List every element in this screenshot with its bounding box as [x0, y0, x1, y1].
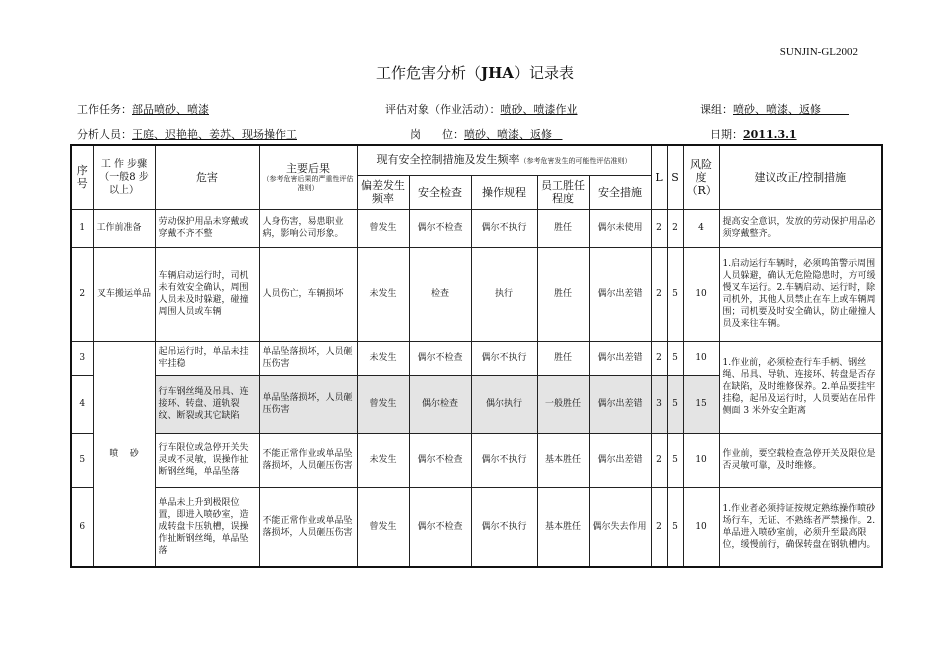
row-freq: 曾发生: [357, 487, 409, 567]
task-info: [77, 101, 216, 117]
date-info: [710, 126, 797, 142]
control-note: （参考危害发生的可能性评估准则）: [519, 157, 632, 166]
row-freq: 曾发生: [357, 209, 409, 247]
analyst-label: 分析人员：: [77, 128, 132, 141]
row-procedure: 偶尔不执行: [471, 209, 537, 247]
date-value: 2011.3.1: [743, 128, 797, 141]
row-l: 2: [651, 487, 667, 567]
table-row: [71, 487, 882, 567]
row-measure: 偶尔出差错: [589, 433, 651, 487]
header-step: 工 作 步骤（一般8 步 以上）: [93, 145, 155, 209]
row-freq: 未发生: [357, 341, 409, 375]
row-seq: 4: [71, 375, 93, 433]
row-freq: 未发生: [357, 433, 409, 487]
date-label: 日期：: [710, 128, 743, 141]
row-advice: 提高安全意识，发放的劳动保护用品必须穿戴整齐。: [719, 209, 882, 247]
header-consequence: [259, 145, 357, 209]
row-inspect: 偶尔不检查: [409, 487, 471, 567]
post-info: [410, 126, 562, 142]
row-s: 5: [667, 487, 683, 567]
row-step: 工作前准备: [93, 209, 155, 247]
title-prefix: 工作危害分析（: [376, 64, 482, 82]
row-competence: 胜任: [537, 341, 589, 375]
post-value: 喷砂、喷漆、返修: [463, 128, 552, 141]
row-procedure: 偶尔不执行: [471, 433, 537, 487]
row-l: 2: [651, 433, 667, 487]
team-info: [700, 101, 849, 117]
row-procedure: 偶尔执行: [471, 375, 537, 433]
row-consequence: 不能正常作业或单品坠落损坏，人员砸压伤害: [259, 487, 357, 567]
consequence-note: （参考危害后果的严重性评估准则）: [262, 174, 354, 192]
post-label: 岗 位：: [410, 128, 464, 141]
object-info: [385, 101, 578, 117]
table-row: [71, 433, 882, 487]
task-label: 工作任务：: [77, 103, 132, 116]
table-row: [71, 209, 882, 247]
row-s: 2: [667, 209, 683, 247]
row-measure: 偶尔失去作用: [589, 487, 651, 567]
row-competence: 胜任: [537, 247, 589, 341]
task-value: 部品喷砂、喷漆: [132, 103, 209, 116]
row-inspect: 偶尔不检查: [409, 433, 471, 487]
row-consequence: 人身伤害，易患职业病，影响公司形象。: [259, 209, 357, 247]
row-hazard: 劳动保护用品未穿戴或穿戴不齐不整: [155, 209, 259, 247]
row-consequence: 单品坠落损坏，人员砸压伤害: [259, 375, 357, 433]
header-s: S: [667, 145, 683, 209]
header-measure: 安全措施: [589, 175, 651, 209]
row-measure: 偶尔出差错: [589, 247, 651, 341]
row-procedure: 偶尔不执行: [471, 341, 537, 375]
row-seq: 2: [71, 247, 93, 341]
row-measure: 偶尔未使用: [589, 209, 651, 247]
header-hazard: 危害: [155, 145, 259, 209]
row-advice: 1.启动运行车辆时，必须鸣笛警示周围人员躲避，确认无危险隐患时，方可缓慢叉车运行。2.车辆启动、运行时，除司机外，其他人员禁止在车上或车辆周围；司机要及时安全确认，防止碰撞人员及来往车辆。: [719, 247, 882, 341]
row-r: 15: [683, 375, 719, 433]
row-seq: 6: [71, 487, 93, 567]
header-risk: 风险度（R）: [683, 145, 719, 209]
row-s: 5: [667, 375, 683, 433]
header-procedure: 操作规程: [471, 175, 537, 209]
row-seq: 3: [71, 341, 93, 375]
team-value: 喷砂、喷漆、返修: [733, 103, 821, 116]
row-freq: 曾发生: [357, 375, 409, 433]
document-code: SUNJIN-GL2002: [779, 46, 858, 58]
page-title: [0, 62, 950, 83]
row-r: 4: [683, 209, 719, 247]
header-competence: 员工胜任程度: [537, 175, 589, 209]
row-measure: 偶尔出差错: [589, 375, 651, 433]
table-row: [71, 341, 882, 375]
header-seq: 序号: [71, 145, 93, 209]
row-procedure: 偶尔不执行: [471, 487, 537, 567]
row-s: 5: [667, 247, 683, 341]
row-measure: 偶尔出差错: [589, 341, 651, 375]
row-procedure: 执行: [471, 247, 537, 341]
table-row: [71, 247, 882, 341]
row-competence: 基本胜任: [537, 433, 589, 487]
title-abbrev: JHA: [481, 64, 514, 82]
row-inspect: 偶尔不检查: [409, 209, 471, 247]
row-seq: 5: [71, 433, 93, 487]
row-s: 5: [667, 433, 683, 487]
row-consequence: 人员伤亡，车辆损坏: [259, 247, 357, 341]
row-advice: 作业前，要空载检查急停开关及限位是否灵敏可靠，及时维修。: [719, 433, 882, 487]
row-inspect: 偶尔检查: [409, 375, 471, 433]
row-l: 2: [651, 341, 667, 375]
row-hazard: 起吊运行时，单品未挂牢挂稳: [155, 341, 259, 375]
consequence-title: 主要后果: [286, 161, 330, 175]
row-freq: 未发生: [357, 247, 409, 341]
header-l: L: [651, 145, 667, 209]
row-l: 2: [651, 247, 667, 341]
row-hazard: 行车钢丝绳及吊具、连接环、转盘、道轨裂纹、断裂或其它缺陷: [155, 375, 259, 433]
header-freq: 偏差发生频率: [357, 175, 409, 209]
row-hazard: 行车限位或急停开关失灵或不灵敏，误操作扯断钢丝绳，单品坠落: [155, 433, 259, 487]
row-r: 10: [683, 247, 719, 341]
row-inspect: 偶尔不检查: [409, 341, 471, 375]
row-r: 10: [683, 341, 719, 375]
control-title: 现有安全控制措施及发生频率: [376, 153, 520, 167]
header-inspect: 安全检查: [409, 175, 471, 209]
row-consequence: 单品坠落损坏，人员砸压伤害: [259, 341, 357, 375]
header-advice: 建议改正/控制措施: [719, 145, 882, 209]
row-hazard: 车辆启动运行时，司机未有效安全确认，周围人员未及时躲避，碰撞周围人员或车辆: [155, 247, 259, 341]
team-label: 课组：: [700, 103, 733, 116]
row-consequence: 不能正常作业或单品坠落损坏，人员砸压伤害: [259, 433, 357, 487]
object-label: 评估对象（作业活动）：: [385, 103, 501, 116]
header-control: [357, 145, 651, 175]
object-value: 喷砂、喷漆作业: [500, 103, 578, 116]
row-step-group: 喷 砂: [93, 341, 155, 567]
row-step: 叉车搬运单品: [93, 247, 155, 341]
row-advice: 1.作业者必须持证按规定熟练操作喷砂场行车，无证、不熟练者严禁操作。2.单品进入喷砂室前，必须升至最高限位，缓慢前行，确保转盘在钢轨槽内。: [719, 487, 882, 567]
row-competence: 胜任: [537, 209, 589, 247]
analyst-info: [77, 126, 297, 142]
header-row-1: [71, 145, 882, 175]
row-l: 2: [651, 209, 667, 247]
title-suffix: ）记录表: [513, 64, 574, 82]
analyst-value: 王庭、迟艳艳、姜苏、现场操作工: [132, 128, 297, 141]
row-l: 3: [651, 375, 667, 433]
row-r: 10: [683, 433, 719, 487]
row-inspect: 检查: [409, 247, 471, 341]
row-hazard: 单品未上升到极限位置，即进入喷砂室，造成转盘卡压轨槽，误操作扯断钢丝绳，单品坠落: [155, 487, 259, 567]
row-r: 10: [683, 487, 719, 567]
row-seq: 1: [71, 209, 93, 247]
jha-table: [70, 144, 883, 568]
row-competence: 基本胜任: [537, 487, 589, 567]
row-advice-merged: 1.作业前，必须检查行车手柄、钢丝绳、吊具、导轨、连接环、转盘是否存在缺陷，及时维修保养。2.单品要挂牢挂稳，起吊及运行时，人员要站在吊件侧面 3 米外安全距离: [719, 341, 882, 433]
row-competence: 一般胜任: [537, 375, 589, 433]
row-s: 5: [667, 341, 683, 375]
